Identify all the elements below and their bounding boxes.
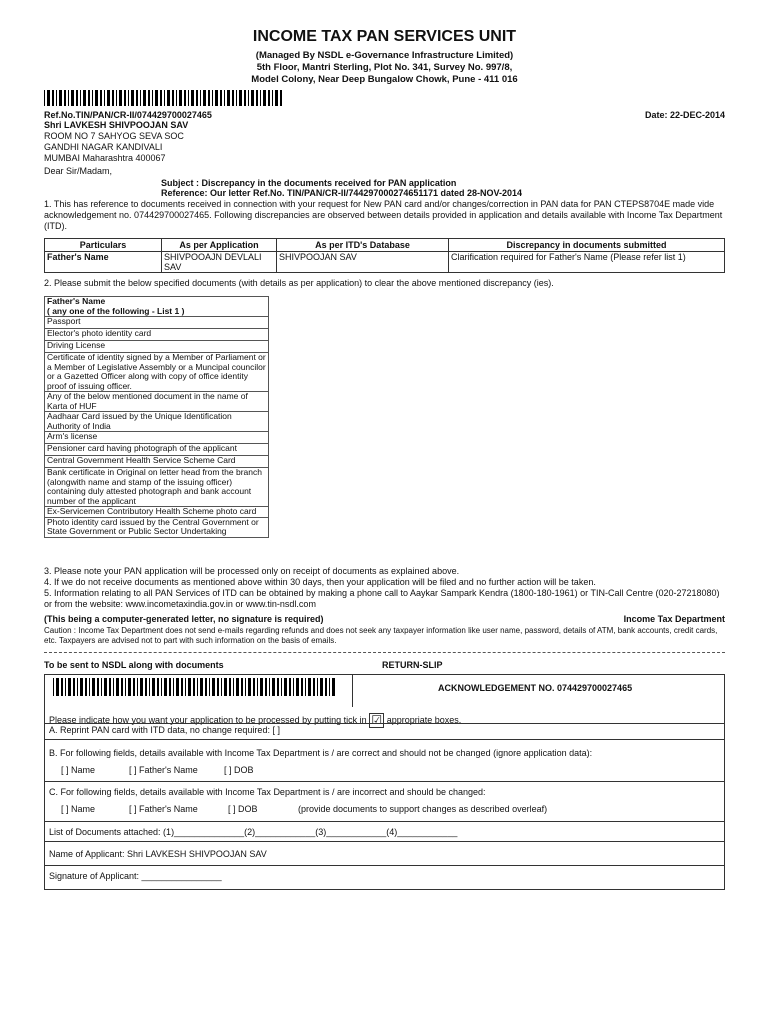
signature-field[interactable]: Signature of Applicant: ________________ [49, 871, 222, 881]
paragraph-4: 4. If we do not receive documents as mentioned above within 30 days, then your application will be filed and no further action will be taken. [44, 577, 596, 587]
option-b-name[interactable]: [ ] Name [61, 765, 96, 775]
paragraph-3: 3. Please note your PAN application will be processed only on receipt of documents as explained above. [44, 566, 460, 576]
paragraph-1: 1. This has reference to documents received in connection with your request for New PAN card and/or changes/correction in PAN data for PAN CTEPS8704E made vide acknowledgement no. 074429700027465. Following discrepancies are observed between details provided in application and details available with Income Tax Department (ITD). [44, 199, 723, 231]
option-c-fathers-name[interactable]: [ ] Father's Name [129, 804, 198, 814]
return-slip-box [44, 674, 725, 890]
option-c-dob[interactable]: [ ] DOB [228, 804, 258, 814]
list-item: Driving License [45, 341, 269, 353]
table-row [45, 252, 725, 273]
reference-number: Ref.No.TIN/PAN/CR-II/074429700027465 [44, 110, 212, 120]
paragraph-2: 2. Please submit the below specified documents (with details as per application) to clear the above mentioned discrepancy (ies). [44, 278, 554, 288]
col-header-itd-database: As per ITD's Database [277, 239, 449, 252]
addressee-address-2: GANDHI NAGAR KANDIVALI [44, 142, 163, 152]
department-name: Income Tax Department [623, 614, 725, 624]
barcode-top [44, 90, 284, 106]
list-item: Certificate of identity signed by a Member of Parliament or a Member of Legislative Assembly or a Muncipal councilor or a Gazetted Officer along with copy of office identity proof of issuing officer. [45, 353, 269, 392]
list-item: Central Government Health Service Scheme Card [45, 456, 269, 468]
ack-divider [352, 675, 353, 707]
divider [45, 821, 724, 822]
divider [45, 865, 724, 866]
addressee-address-3: MUMBAI Maharashtra 400067 [44, 153, 166, 163]
paragraph-5: 5. Information relating to all PAN Services of ITD can be obtained by making a phone call to Aaykar Sampark Kendra (1800-180-1961) or TIN-Call Centre (020-27218080) or from the website: www.incometaxindia.gov.in or www.tin-nsdl.com [44, 588, 720, 609]
send-to-nsdl-label: To be sent to NSDL along with documents [44, 660, 224, 670]
cut-line [44, 652, 725, 653]
list-heading-field: Father's Name [47, 296, 106, 306]
documents-list-table [44, 296, 269, 538]
list-item: Pensioner card having photograph of the applicant [45, 444, 269, 456]
return-slip-title: RETURN-SLIP [382, 660, 443, 670]
cell-discrepancy-note: Clarification required for Father's Name (Please refer list 1) [449, 252, 725, 273]
address-line-1: 5th Floor, Mantri Sterling, Plot No. 341, Survey No. 997/8, [256, 62, 513, 73]
divider [45, 723, 724, 724]
col-header-discrepancy: Discrepancy in documents submitted [449, 239, 725, 252]
divider [45, 841, 724, 842]
list-item: Ex-Servicemen Contributory Health Scheme photo card [45, 507, 269, 518]
list-item: Aadhaar Card issued by the Unique Identification Authority of India [45, 412, 269, 432]
documents-list-heading [45, 297, 269, 317]
list-item: Arm's license [45, 432, 269, 444]
option-c-note: (provide documents to support changes as described overleaf) [298, 804, 548, 814]
divider [45, 739, 724, 740]
cell-particular: Father's Name [45, 252, 162, 273]
option-b: B. For following fields, details available with Income Tax Department is / are correct and should not be changed (ignore application data): [49, 748, 593, 758]
acknowledgement-number: ACKNOWLEDGEMENT NO. 074429700027465 [438, 683, 633, 693]
reference-line: Reference: Our letter Ref.No. TIN/PAN/CR-II/744297000274651171 dated 28-NOV-2014 [161, 188, 522, 198]
option-a: A. Reprint PAN card with ITD data, no change required: [ ] [49, 725, 280, 735]
list-heading-instruction: ( any one of the following - List 1 ) [47, 305, 185, 316]
addressee-name: Shri LAVKESH SHIVPOOJAN SAV [44, 120, 189, 130]
applicant-name: Name of Applicant: Shri LAVKESH SHIVPOOJAN SAV [49, 849, 267, 859]
list-item: Bank certificate in Original on letter head from the branch (alongwith name and stamp of the issuing officer) containing duly attested photograph and bank account number of the applicant [45, 468, 269, 507]
letter-date: Date: 22-DEC-2014 [644, 110, 725, 120]
managed-by-line: (Managed By NSDL e-Governance Infrastructure Limited) [255, 50, 514, 61]
discrepancy-table [44, 238, 725, 273]
option-c: C. For following fields, details available with Income Tax Department is / are incorrect and should be changed: [49, 787, 486, 797]
cell-itd-value: SHIVPOOJAN SAV [277, 252, 449, 273]
documents-attached-field[interactable]: List of Documents attached: (1)______________(2)____________(3)____________(4)____________ [49, 827, 458, 837]
instruction-end: appropriate boxes. [386, 714, 462, 725]
divider [45, 781, 724, 782]
barcode-return-slip [53, 678, 338, 696]
computer-generated-note: (This being a computer-generated letter, no signature is required) [44, 614, 324, 624]
salutation: Dear Sir/Madam, [44, 166, 113, 176]
list-item: Passport [45, 317, 269, 329]
col-header-particulars: Particulars [45, 239, 162, 252]
list-item: Elector's photo identity card [45, 329, 269, 341]
address-line-2: Model Colony, Near Deep Bungalow Chowk, Pune - 411 016 [251, 74, 518, 85]
caution-note: Caution : Income Tax Department does not send e-mails regarding refunds and does not seek any taxpayer information like user name, password, details of ATM, bank accounts, credit cards, etc. Taxpayers are advised not to part with such information on the basis of emails. [44, 626, 718, 645]
checkmark-icon: ☑ [369, 713, 384, 728]
option-c-name[interactable]: [ ] Name [61, 804, 96, 814]
list-item: Photo identity card issued by the Central Government or State Government or Public Sector Undertaking [45, 517, 269, 537]
list-item: Any of the below mentioned document in the name of Karta of HUF [45, 392, 269, 412]
addressee-address-1: ROOM NO 7 SAHYOG SEVA SOC [44, 131, 184, 141]
unit-title: INCOME TAX PAN SERVICES UNIT [252, 28, 517, 45]
subject-line: Subject : Discrepancy in the documents received for PAN application [161, 178, 457, 188]
option-b-dob[interactable]: [ ] DOB [224, 765, 254, 775]
instruction-lead: Please indicate how you want your application to be processed by putting tick in [49, 714, 367, 725]
cell-application-value: SHIVPOOAJN DEVLALI SAV [162, 252, 277, 273]
col-header-application: As per Application [162, 239, 277, 252]
option-b-fathers-name[interactable]: [ ] Father's Name [129, 765, 198, 775]
